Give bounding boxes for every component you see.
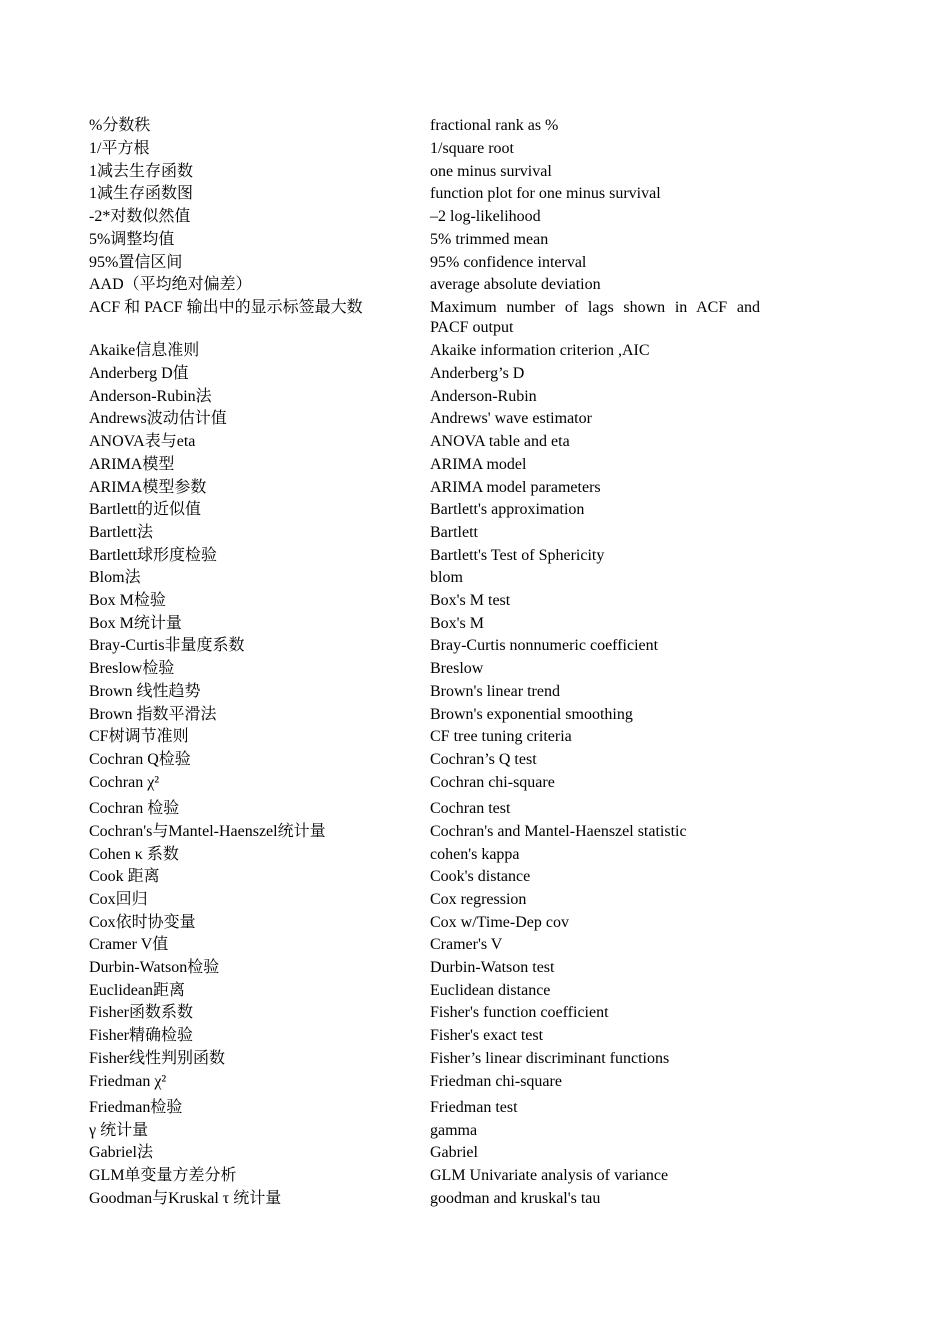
english-term: average absolute deviation (430, 276, 601, 293)
chinese-term: Cox回归 (89, 891, 148, 908)
english-term: Brown's exponential smoothing (430, 706, 633, 723)
english-term: blom (430, 569, 463, 586)
english-term: one minus survival (430, 163, 552, 180)
english-term: gamma (430, 1122, 478, 1139)
english-term: Cochran’s Q test (430, 751, 537, 768)
english-term: Fisher’s linear discriminant functions (430, 1050, 670, 1067)
chinese-term: Durbin-Watson检验 (89, 959, 220, 976)
chinese-term: Andrews波动估计值 (89, 410, 227, 427)
english-term: Fisher's exact test (430, 1027, 544, 1044)
english-term: Breslow (430, 660, 484, 677)
glossary-row (0, 1049, 950, 1069)
glossary-row (0, 387, 950, 407)
english-term: Maximum number of lags shown in ACF and PACF output (430, 299, 760, 336)
english-term: –2 log-likelihood (430, 208, 541, 225)
english-term: fractional rank as % (430, 117, 559, 134)
chinese-term: Gabriel法 (89, 1144, 153, 1161)
english-term: 95% confidence interval (430, 254, 587, 271)
chinese-term: γ 统计量 (89, 1122, 149, 1139)
glossary-row (0, 750, 950, 770)
glossary-row (0, 890, 950, 910)
glossary-row (0, 727, 950, 747)
chinese-term: Bartlett球形度检验 (89, 547, 217, 564)
english-term: ARIMA model (430, 456, 527, 473)
chinese-term: ARIMA模型参数 (89, 479, 207, 496)
chinese-term: Friedman χ² (89, 1073, 167, 1090)
english-term: 5% trimmed mean (430, 231, 549, 248)
chinese-term: %分数秩 (89, 117, 151, 134)
glossary-row (0, 1189, 950, 1209)
glossary-row (0, 773, 950, 793)
english-term: ANOVA table and eta (430, 433, 570, 450)
english-term: ARIMA model parameters (430, 479, 601, 496)
english-term: Euclidean distance (430, 982, 551, 999)
chinese-term: 1/平方根 (89, 140, 150, 157)
chinese-term: 95%置信区间 (89, 254, 183, 271)
glossary-row (0, 845, 950, 865)
english-term: Bartlett's approximation (430, 501, 585, 518)
glossary-row (0, 478, 950, 498)
glossary-row (0, 682, 950, 702)
glossary-row (0, 591, 950, 611)
english-term: Bray-Curtis nonnumeric coefficient (430, 637, 659, 654)
chinese-term: Fisher精确检验 (89, 1027, 194, 1044)
glossary-row (0, 546, 950, 566)
chinese-term: Cohen κ 系数 (89, 846, 179, 863)
english-term: Cramer's V (430, 936, 503, 953)
english-term: Cook's distance (430, 868, 531, 885)
chinese-term: Cochran 检验 (89, 800, 180, 817)
chinese-term: Brown 指数平滑法 (89, 706, 217, 723)
glossary-row (0, 614, 950, 634)
glossary-row (0, 409, 950, 429)
chinese-term: Bartlett法 (89, 524, 153, 541)
chinese-term: Cox依时协变量 (89, 914, 196, 931)
glossary-row (0, 636, 950, 656)
chinese-term: Friedman检验 (89, 1099, 183, 1116)
chinese-term: Blom法 (89, 569, 141, 586)
english-term: goodman and kruskal's tau (430, 1190, 601, 1207)
chinese-term: Cramer V值 (89, 936, 169, 953)
glossary-row (0, 207, 950, 227)
glossary-row (0, 935, 950, 955)
chinese-term: ARIMA模型 (89, 456, 175, 473)
glossary-row (0, 958, 950, 978)
chinese-term: Cochran Q检验 (89, 751, 191, 768)
glossary-row (0, 139, 950, 159)
chinese-term: Bray-Curtis非量度系数 (89, 637, 245, 654)
english-term: Bartlett's Test of Sphericity (430, 547, 605, 564)
chinese-term: Cook 距离 (89, 868, 160, 885)
chinese-term: Box M检验 (89, 592, 166, 609)
chinese-term: ANOVA表与eta (89, 433, 196, 450)
glossary-row (0, 1072, 950, 1092)
english-term: function plot for one minus survival (430, 185, 661, 202)
english-term: Box's M test (430, 592, 511, 609)
english-term: Bartlett (430, 524, 478, 541)
english-term: Cox w/Time-Dep cov (430, 914, 569, 931)
glossary-row (0, 523, 950, 543)
glossary-row (0, 799, 950, 819)
glossary-row (0, 705, 950, 725)
chinese-term: 5%调整均值 (89, 231, 175, 248)
chinese-term: Cochran's与Mantel-Haenszel统计量 (89, 823, 326, 840)
english-term: Akaike information criterion ,AIC (430, 342, 650, 359)
english-term: Friedman test (430, 1099, 518, 1116)
english-term: cohen's kappa (430, 846, 520, 863)
chinese-term: Cochran χ² (89, 774, 160, 791)
chinese-term: Brown 线性趋势 (89, 683, 201, 700)
glossary-row (0, 659, 950, 679)
glossary-row (0, 1121, 950, 1141)
glossary-row (0, 455, 950, 475)
chinese-term: Anderson-Rubin法 (89, 388, 212, 405)
glossary-row (0, 500, 950, 520)
chinese-term: 1减去生存函数 (89, 163, 194, 180)
glossary-row (0, 1166, 950, 1186)
chinese-term: GLM单变量方差分析 (89, 1167, 237, 1184)
english-term: Anderberg’s D (430, 365, 525, 382)
chinese-term: Goodman与Kruskal τ 统计量 (89, 1190, 282, 1207)
glossary-row (0, 116, 950, 136)
glossary-row (0, 275, 950, 295)
chinese-term: ACF 和 PACF 输出中的显示标签最大数 (89, 299, 363, 316)
english-term: CF tree tuning criteria (430, 728, 572, 745)
glossary-row (0, 341, 950, 361)
english-term: Cochran chi-square (430, 774, 555, 791)
chinese-term: Euclidean距离 (89, 982, 185, 999)
chinese-term: -2*对数似然值 (89, 208, 191, 225)
english-term: Durbin-Watson test (430, 959, 555, 976)
glossary-row (0, 364, 950, 384)
english-term: Brown's linear trend (430, 683, 560, 700)
chinese-term: Akaike信息准则 (89, 342, 200, 359)
english-term: Fisher's function coefficient (430, 1004, 609, 1021)
english-term: Anderson-Rubin (430, 388, 537, 405)
glossary-row (0, 432, 950, 452)
chinese-term: Fisher线性判别函数 (89, 1050, 226, 1067)
english-term: Cochran test (430, 800, 511, 817)
english-term: GLM Univariate analysis of variance (430, 1167, 669, 1184)
chinese-term: AAD（平均绝对偏差） (89, 276, 252, 293)
glossary-row (0, 867, 950, 887)
glossary-row (0, 568, 950, 588)
english-term: Friedman chi-square (430, 1073, 562, 1090)
glossary-row (0, 298, 950, 336)
glossary-row (0, 162, 950, 182)
chinese-term: Box M统计量 (89, 615, 182, 632)
english-term: Cox regression (430, 891, 527, 908)
glossary-row (0, 184, 950, 204)
english-term: Cochran's and Mantel-Haenszel statistic (430, 823, 687, 840)
glossary-row (0, 1143, 950, 1163)
english-term: 1/square root (430, 140, 514, 157)
glossary-row (0, 913, 950, 933)
english-term: Gabriel (430, 1144, 478, 1161)
chinese-term: CF树调节准则 (89, 728, 189, 745)
chinese-term: Breslow检验 (89, 660, 175, 677)
english-term: Box's M (430, 615, 485, 632)
glossary-row (0, 1003, 950, 1023)
chinese-term: Fisher函数系数 (89, 1004, 194, 1021)
english-term: Andrews' wave estimator (430, 410, 592, 427)
chinese-term: 1减生存函数图 (89, 185, 194, 202)
glossary-row (0, 1026, 950, 1046)
glossary-row (0, 822, 950, 842)
glossary-row (0, 981, 950, 1001)
glossary-row (0, 230, 950, 250)
glossary-row (0, 253, 950, 273)
chinese-term: Bartlett的近似值 (89, 501, 201, 518)
chinese-term: Anderberg D值 (89, 365, 189, 382)
glossary-row (0, 1098, 950, 1118)
